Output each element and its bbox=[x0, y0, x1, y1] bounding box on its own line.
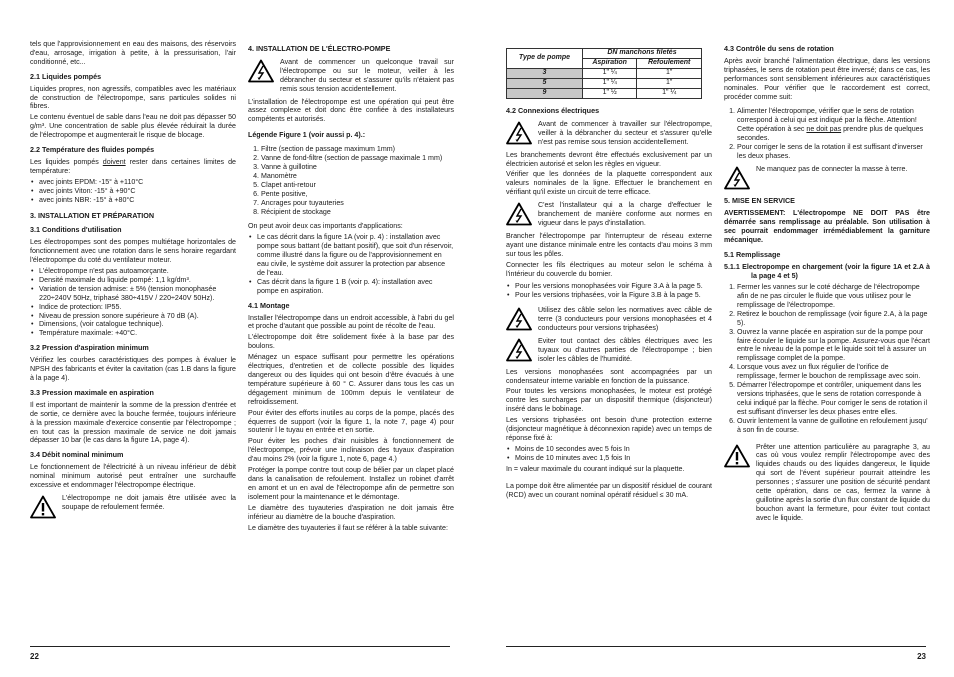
table-cell: 1" ¼ bbox=[637, 89, 702, 99]
list-item: 3. Ouvrez la vanne placée en aspiration sur de la pompe pour faire écouler le liquide sur la pompe. Assurez-vous que l'écart entre le niveau de la pompe et le liquide soit tel à assurer un remplissage complet de la pompe. bbox=[737, 328, 930, 364]
list-item: • Niveau de pression sonore supérieure à 70 dB (A). bbox=[39, 312, 236, 321]
footer-rule bbox=[30, 646, 450, 647]
section-3-2-title: 3.2 Pression d'aspiration minimum bbox=[30, 343, 149, 353]
section-3-1-title: 3.1 Conditions d'utilisation bbox=[30, 225, 122, 235]
electric-hazard-note: C'est l'installateur qui a la charge d'effectuer le branchement de manière conforme aux normes en vigueur dans le pays d'installation. bbox=[506, 201, 712, 228]
electric-hazard-icon bbox=[724, 166, 750, 190]
list-item: • Densité maximale du liquide pompé: 1,1 kg/dm³. bbox=[39, 276, 236, 285]
list-item: • Variation de tension admise: ± 5% (tension monophasée 220÷240V 50Hz, triphasé 380÷415V / 220÷240V 50Hz). bbox=[39, 285, 236, 303]
connections-text-2: Vérifier que les données de la plaquette correspondent aux valeurs nominales de la ligne. Effectuer le branchement en vérifiant qu'il existe un circuit de terre efficace. bbox=[506, 170, 712, 197]
warning-note: Prêter une attention particulière au paragraphe 3, au cas où vous voulez remplir l'électropompe avec des liquides chauds ou des liquides dangereux, le liquide qui sort de l'évent supérieur pourrait atteindre les personnes ; s'assurer une position de sécurité pendant cette opération, dans ce cas, fermez la vanne à guillotine après la sortie d'un flux constant de liquide du bouchon avant la fermeture, pour éviter tout contact avec le liquide. bbox=[724, 443, 930, 523]
table-cell: 9 bbox=[507, 89, 583, 99]
list-item: 6. Pente positive, bbox=[261, 190, 454, 199]
list-item: • Cas décrit dans la figure 1 B (voir p. 4): installation avec pompe en aspiration. bbox=[257, 278, 454, 296]
section-2-2-title: 2.2 Température des fluides pompés bbox=[30, 145, 155, 155]
connections-text-8: La pompe doit être alimentée par un dispositif résiduel de courant (RCD) avec un courant nominal opératif résiduel ≤ 30 mA. bbox=[506, 481, 712, 499]
warning-triangle-icon bbox=[724, 444, 750, 468]
list-item: • avec joints NBR: -15° à +80°C bbox=[39, 196, 236, 205]
left-col-1 bbox=[30, 40, 236, 523]
electric-hazard-note: Avant de commencer un quelconque travail sur l'électropompe ou sur le moteur, veiller à les débrancher du secteur et s'assurer qu'ils n'étaient pas remis sous tension accidentellement. bbox=[248, 58, 454, 94]
list-item: • Dimensions, (voir catalogue technique). bbox=[39, 320, 236, 329]
table-cell: 3 bbox=[507, 69, 583, 79]
table-header-dn: DN manchons filetés bbox=[582, 49, 701, 59]
list-item: • Moins de 10 minutes avec 1,5 fois In bbox=[515, 454, 712, 463]
list-item: 1. Filtre (section de passage maximum 1mm) bbox=[261, 145, 454, 154]
rotation-steps bbox=[724, 107, 930, 160]
montage-text-4: Pour éviter des efforts inutiles au corps de la pompe, placés des équerres de support (voir la figure 1, la note 7, page 4) pour soutenir l le tuyau en entrée et en sortie. bbox=[248, 408, 454, 435]
section-2-1-text-1: Liquides propres, non agressifs, compatibles avec les matériaux de construction de l'électropompe, sans particules solides ni fibres. bbox=[30, 84, 236, 111]
list-item: 7. Ancrages pour tuyauteries bbox=[261, 199, 454, 208]
section-3-3-title: 3.3 Pression maximale en aspiration bbox=[30, 387, 154, 397]
table-header-aspiration: Aspiration bbox=[582, 59, 636, 69]
montage-text-7: Le diamètre des tuyauteries d'aspiration ne doit jamais être inférieur au diamètre de la bouche d'aspiration. bbox=[248, 503, 454, 521]
table-cell: 1" ½ bbox=[582, 89, 636, 99]
list-item: • L'électropompe n'est pas autoamorçante. bbox=[39, 267, 236, 276]
table-cell: 1" bbox=[637, 69, 702, 79]
table-header-refoulement: Refoulement bbox=[637, 59, 702, 69]
section-2-1-text-2: Le contenu éventuel de sable dans l'eau ne doit pas dépasser 50 g/m³. Une concentration de sable plus élevée réduirait la durée de l'électropompe et augmenterait le risque de blocage. bbox=[30, 113, 236, 140]
list-item: 6. Ouvrir lentement la vanne de guillotine en refoulement jusqu' à son fin de course. bbox=[737, 417, 930, 435]
right-col-1 bbox=[506, 40, 712, 501]
section-3-title: 3. INSTALLATION ET PRÉPARATION bbox=[30, 210, 155, 220]
table-header-type: Type de pompe bbox=[507, 49, 583, 69]
list-item: • Moins de 10 secondes avec 5 fois In bbox=[515, 445, 712, 454]
list-item: • Température maximale: +40°C. bbox=[39, 329, 236, 338]
footer-rule bbox=[506, 646, 926, 647]
list-item: 4. Manomètre bbox=[261, 172, 454, 181]
page-left bbox=[30, 40, 454, 661]
current-note: In = valeur maximale du courant indiqué sur la plaquette. bbox=[506, 464, 685, 473]
section-3-1-text: Les électropompes sont des pompes multiétage horizontales de fonctionnement avec une rotation dans le sens horaire regardant l'électropompe du coté du ventilateur moteur. bbox=[30, 238, 236, 265]
table-row bbox=[507, 69, 702, 79]
section-3-4-title: 3.4 Débit nominal minimum bbox=[30, 450, 124, 460]
list-item: • avec joints EPDM: -15° à +110°C bbox=[39, 178, 236, 187]
montage-text-1: Installer l'électropompe dans un endroit accessible, à l'abri du gel et proche d'autant que possible au point de récolte de l'eau. bbox=[248, 313, 454, 331]
warning-triangle-icon bbox=[30, 495, 56, 519]
legend-title: Légende Figure 1 (voir aussi p. 4).: bbox=[248, 131, 366, 140]
connections-text-5: Les versions monophasées sont accompagnées par un condensateur interne variable en fonction de la puissance. bbox=[506, 367, 712, 385]
list-item: • Indice de protection: IP55. bbox=[39, 303, 236, 312]
section-5-title: 5. MISE EN SERVICE bbox=[724, 195, 795, 205]
table-cell: 1" ¼ bbox=[582, 69, 636, 79]
electric-hazard-icon bbox=[506, 202, 532, 226]
list-item: 2. Pour corriger le sens de la rotation il est suffisant d'inverser les deux phases. bbox=[737, 143, 930, 161]
intro-text: tels que l'approvisionnement en eau des maisons, des réservoirs d'eau, arrosage, irrigation à petite, à la pressurisation, l'air conditionné, etc... bbox=[30, 40, 236, 66]
montage-text-2: L'électropompe doit être solidement fixée à la base par des boulons. bbox=[248, 333, 454, 351]
electric-hazard-icon bbox=[506, 338, 532, 362]
list-item: • Pour les versions triphasées, voir la Figure 3.B à la page 5. bbox=[515, 291, 712, 300]
list-item: 5. Clapet anti-retour bbox=[261, 181, 454, 190]
connections-text-3: Brancher l'électropompe par l'interrupteur de réseau externe ayant une distance minimale entre les contacts d'au moins 3 mm sur tous les pôles. bbox=[506, 231, 712, 258]
conditions-list bbox=[30, 267, 236, 338]
page-number: 22 bbox=[30, 652, 39, 661]
page-right bbox=[506, 40, 930, 661]
list-item: 2. Retirez le bouchon de remplissage (voir figure 2.A, à la page 5). bbox=[737, 310, 930, 328]
applications-list bbox=[248, 233, 454, 295]
section-3-3-text: Il est important de maintenir la somme de la pression d'entrée et de sortie, ce dernière avec la bouche fermée, toujours inférieure à la pression maximale d'exercice consentie par l'électropompe ; en tout cas la pression maximale de service ne doit jamais dépasser 10 bar (le cas dans la figure 1A, page 4). bbox=[30, 400, 236, 445]
list-item: • Le cas décrit dans la figure 1A (voir p. 4) : installation avec pompe sous battant (de battant positif), que soit d'un réservoir, comme illustré dans la figure ou de l'approvisionnement en eau civile, le système doit assurer la protection par absence de l'eau. bbox=[257, 233, 454, 278]
list-item: 1. Fermer les vannes sur le coté décharge de l'électropompe afin de ne pas circuler le fluide que vous utilisez pour le remplissage de l'électropompe. bbox=[737, 283, 930, 310]
section-4-3-title: 4.3 Contrôle du sens de rotation bbox=[724, 44, 834, 53]
list-item: 2. Vanne de fond-filtre (section de passage maximale 1 mm) bbox=[261, 154, 454, 163]
connections-text-7: Les versions triphasées ont besoin d'une protection externe (disjoncteur magnétique à déconnexion rapide) avec un temps de réponse fixé à: bbox=[506, 416, 712, 442]
left-col-2 bbox=[248, 40, 454, 534]
table-cell: 1" ¼ bbox=[582, 79, 636, 89]
table-row bbox=[507, 79, 702, 89]
section-4-1-title: 4.1 Montage bbox=[248, 300, 290, 310]
section-5-1-title: 5.1 Remplissage bbox=[724, 250, 781, 260]
applications-intro: On peut avoir deux cas importants d'applications: bbox=[248, 222, 403, 231]
electric-hazard-note: Ne manquez pas de connecter la masse à terre. bbox=[724, 165, 930, 190]
right-col-2 bbox=[724, 40, 930, 527]
section-4-title: 4. INSTALLATION DE L'ÉLECTRO-POMPE bbox=[248, 44, 391, 53]
electric-hazard-icon bbox=[506, 121, 532, 145]
electric-hazard-icon bbox=[506, 307, 532, 331]
filling-steps bbox=[724, 283, 930, 434]
warning-note: L'électropompe ne doit jamais être utilisée avec la soupape de refoulement fermée. bbox=[30, 494, 236, 519]
section-4-text: L'installation de l'électropompe est une opération qui peut être assez complexe et doit donc être confiée à des installateurs compétents et autorisés. bbox=[248, 97, 454, 124]
list-item: 5. Démarrer l'électropompe et contrôler, uniquement dans les versions triphasées, que le sens de rotation corresponde à celui indiqué par la flèche. Pour corriger le sens de rotation il est suffisant d'inverser les deux phases entre elles. bbox=[737, 381, 930, 417]
wiring-figure-list bbox=[506, 282, 712, 300]
connections-text-6: Pour toutes les versions monophasées, le moteur est protégé contre les surcharges par un dispositif thermique (disjoncteur) inséré dans le bobinage. bbox=[506, 387, 712, 414]
list-item: • Pour les versions monophasées voir Figure 3.A à la page 5. bbox=[515, 282, 712, 291]
list-item: 3. Vanne à guillotine bbox=[261, 163, 454, 172]
rotation-text: Après avoir branché l'alimentation électrique, dans les versions triphasées, le sens de rotation peut être inversé; dans ce cas, les performances sont sensiblement inférieures aux caractéristiques nominales. Pour vérifier que le raccordement est correct, procéder comme suit: bbox=[724, 56, 930, 101]
electric-hazard-note: Avant de commencer à travailler sur l'électropompe, veiller à la débrancher du secteur et s'assurer qu'elle n'est pas remise sous tension accidentellement. bbox=[506, 120, 712, 147]
connections-text-1: Les branchements devront être effectués exclusivement par un électricien autorisé et selon les règles en vigueur. bbox=[506, 150, 712, 168]
montage-text-5: Pour éviter les poches d'air nuisibles à fonctionnement de l'électropompe, prévoir une inclinaison des tuyaux d'aspiration d'au moins 2% (voir la figure 1, note 6, page 4.) bbox=[248, 437, 454, 464]
list-item: 8. Récipient de stockage bbox=[261, 208, 454, 217]
list-item: 4. Lorsque vous avez un flux régulier de l'orifice de remplissage, fermer le bouchon de remplissage avec soin. bbox=[737, 363, 930, 381]
section-5-1-1-title: 5.1.1 Electropompe en chargement (voir la figure 1A et 2.A à la page 4 et 5) bbox=[724, 263, 930, 281]
electric-hazard-note: Utilisez des câble selon les normatives avec câble de terre (3 conducteurs pour versions monophasées et 4 conducteurs pour versions triphasées) bbox=[506, 306, 712, 333]
table-cell: 5 bbox=[507, 79, 583, 89]
electric-hazard-note: Eviter tout contact des câbles électriques avec les tuyaux ou d'autres parties de l'électropompe ; bien isoler les câbles de l'humidité. bbox=[506, 337, 712, 364]
section-2-2-text: Les liquides pompés doivent rester dans certaines limites de température: bbox=[30, 157, 236, 175]
section-4-2-title: 4.2 Connexions électriques bbox=[506, 106, 600, 115]
section-3-4-text: Le fonctionnement de l'électricité à un niveau inférieur de débit nominal minimum autorisé peut entraîner une surchauffe excessive et endommager l'électropompe électrique. bbox=[30, 463, 236, 490]
montage-text-3: Ménagez un espace suffisant pour permettre les opérations électriques, d'entretien et de collecte possible des liquides dangereux ou des liquides qui ont besoin d'être évacués à une température supérieure à 60 ° C. Assurer dans tous les cas un dégagement minimum de 100mm depuis le ventilateur de refroidissement. bbox=[248, 353, 454, 406]
list-item: • avec joints Viton: -15° à +90°C bbox=[39, 187, 236, 196]
page-number: 23 bbox=[917, 652, 926, 661]
connections-text-4: Connecter les fils électriques au moteur selon le schéma à l'intérieur du couvercle du bornier. bbox=[506, 260, 712, 278]
montage-text-8: Le diamètre des tuyauteries il faut se référer à la table suivante: bbox=[248, 523, 448, 532]
protection-times-list bbox=[506, 445, 712, 463]
table-cell: 1" bbox=[637, 79, 702, 89]
legend-list bbox=[248, 145, 454, 216]
table-row bbox=[507, 89, 702, 99]
section-3-2-text: Vérifiez les courbes caractéristiques des pompes à évaluer le NPSH des fabricants et éviter la cavitation (cas 1.B dans la figure à la page 4). bbox=[30, 356, 236, 382]
list-item: 1. Alimenter l'électropompe, vérifier que le sens de rotation correspond à celui qui est indiqué par la flèche. Attention! Cette opération à sec ne doit pas prendre plus de quelques secondes. bbox=[737, 107, 930, 143]
startup-warning: AVERTISSEMENT: L'électropompe NE DOIT PAS être démarrée sans remplissage au préalable. Son utilisation à sec pourrait endommager irrémédiablement la garniture mécanique. bbox=[724, 208, 930, 244]
pipe-diameter-table bbox=[506, 48, 702, 99]
electric-hazard-icon bbox=[248, 59, 274, 83]
seal-temperature-list bbox=[30, 178, 236, 205]
section-2-1-title: 2.1 Liquides pompés bbox=[30, 71, 102, 81]
montage-text-6: Protéger la pompe contre tout coup de bélier par un clapet placé dans la canalisation de refoulement. Installez un robinet d'arrêt en amont et un en aval de l'électropompe afin de permettre son isolement pour la maintenance et le démontage. bbox=[248, 466, 454, 501]
